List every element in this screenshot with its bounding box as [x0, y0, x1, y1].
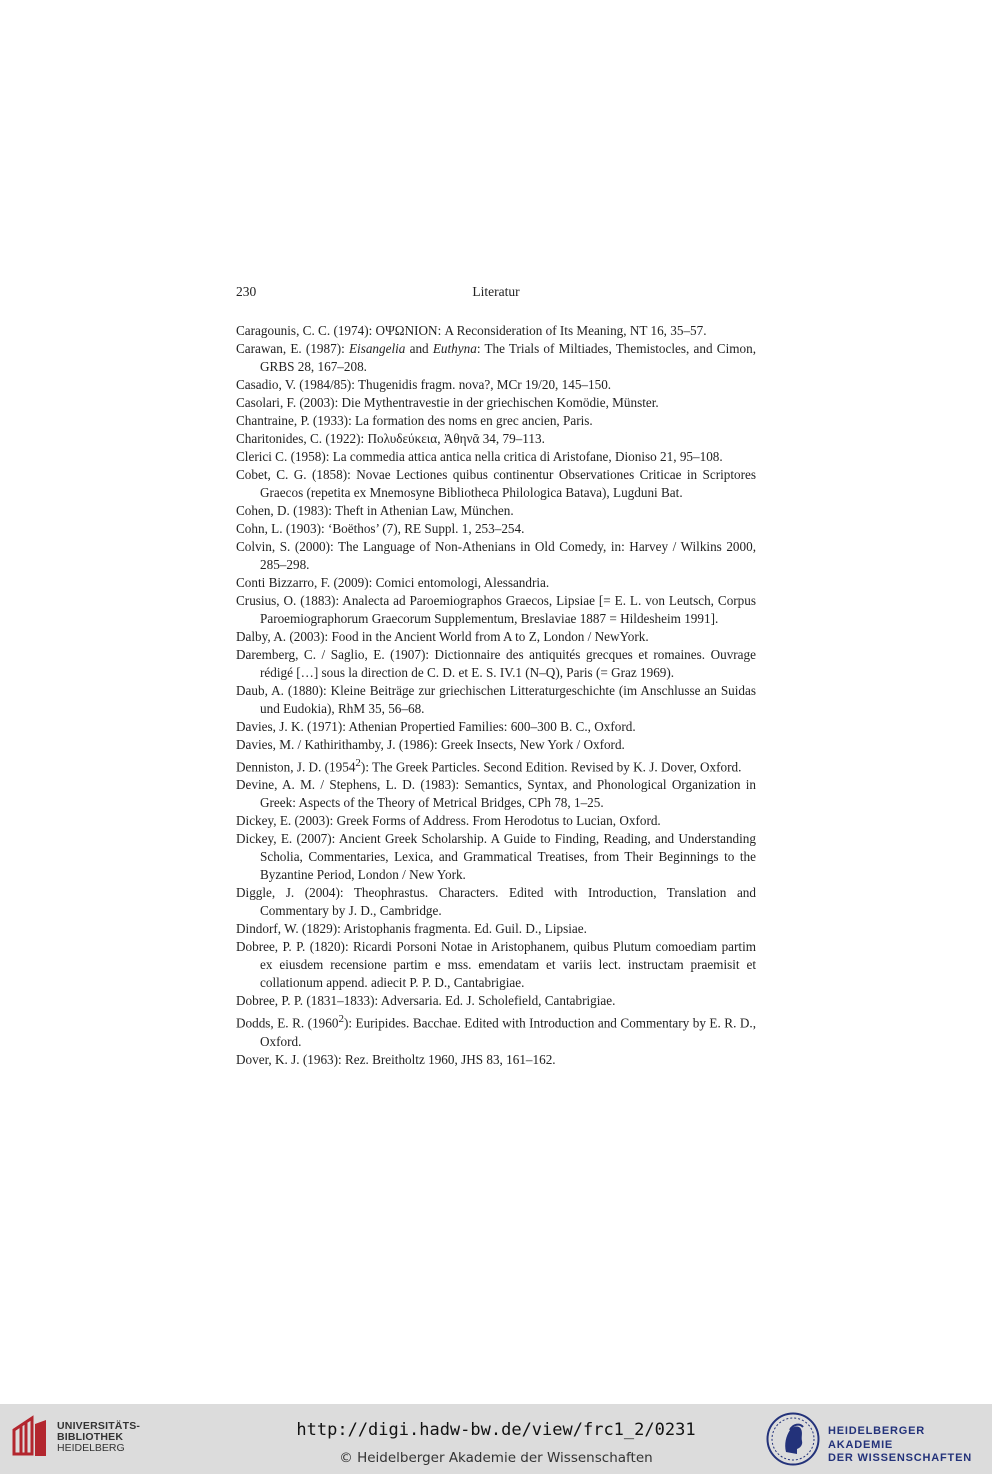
- page-header: [236, 284, 756, 302]
- bibliography-entry: Dodds, E. R. (1960$^2$): Euripides. Bacchae. Edited with Introduction and Commentary by E. R. D., Oxford.: [236, 1013, 756, 1049]
- bibliography-entry: Caragounis, C. C. (1974): ΟΨΩΝΙΟΝ: A Reconsideration of Its Meaning, NT 16, 35–57.: [236, 323, 707, 338]
- bibliography-entry: Clerici C. (1958): La commedia attica antica nella critica di Aristofane, Dioniso 21, 95–108.: [236, 449, 723, 464]
- bibliography-entry: Dobree, P. P. (1820): Ricardi Porsoni Notae in Aristophanem, quibus Plutum comoediam partim ex eiusdem recensione partim e mss. emendatam et variis lect. instructam praemisit et collationum append. adiecit P. P. D., Cantabrigiae.: [236, 939, 756, 991]
- running-head: Literatur: [472, 284, 520, 299]
- bibliography-entry: Daub, A. (1880): Kleine Beiträge zur griechischen Litteraturgeschichte (im Anschlusse an Suidas und Eudokia), RhM 35, 56–68.: [236, 683, 756, 716]
- library-name-line-1: UNIVERSITÄTS-: [57, 1420, 141, 1432]
- bibliography-entry: Charitonides, C. (1922): Πολυδεύκεια, Ἀθηνᾶ 34, 79–113.: [236, 431, 545, 446]
- bibliography-entry: Dover, K. J. (1963): Rez. Breitholtz 1960, JHS 83, 161–162.: [236, 1051, 556, 1067]
- bibliography-entry: Dobree, P. P. (1831–1833): Adversaria. Ed. J. Scholefield, Cantabrigiae.: [236, 993, 616, 1009]
- bibliography-entry: Daremberg, C. / Saglio, E. (1907): Dictionnaire des antiquités grecques et romaines. Ouvrage rédigé […] sous la direction de C. D. et E. S. IV.1 (N–Q), Paris (= Graz 1969).: [236, 647, 756, 680]
- bibliography-entry: Casadio, V. (1984/85): Thugenidis fragm. nova?, MCr 19/20, 145–150.: [236, 377, 612, 392]
- copyright-notice: © Heidelberger Akademie der Wissenschaften: [339, 1450, 653, 1466]
- bibliography-entry: Carawan, E. (1987): Eisangelia and Euthyna: The Trials of Miltiades, Themistocles, and Cimon, GRBS 28, 167–208.: [236, 341, 756, 374]
- footer-bar: [0, 1404, 992, 1474]
- academy-name-line-2: DER WISSENSCHAFTEN: [828, 1452, 972, 1464]
- bibliography-entry: Crusius, O. (1883): Analecta ad Paroemiographos Graecos, Lipsiae [= E. L. von Leutsch, Corpus Paroemiographorum Graecorum Supplementum, Breslaviae 1887 = Hildesheim 1991].: [236, 593, 756, 626]
- bibliography-entry: Davies, J. K. (1971): Athenian Propertied Families: 600–300 B. C., Oxford.: [236, 719, 636, 734]
- bibliography-list: [236, 322, 756, 1069]
- page-number: 230: [236, 284, 257, 299]
- bibliography-entry: Dalby, A. (2003): Food in the Ancient World from A to Z, London / NewYork.: [236, 629, 649, 644]
- bibliography-entry: Denniston, J. D. (1954$^2$): The Greek Particles. Second Edition. Revised by K. J. Dover, Oxford.: [236, 757, 742, 775]
- bibliography-entry: Dindorf, W. (1829): Aristophanis fragmenta. Ed. Guil. D., Lipsiae.: [236, 921, 587, 937]
- bibliography-entry: Cobet, C. G. (1858): Novae Lectiones quibus continentur Observationes Criticae in Scriptores Graecos (repetita ex Mnemosyne Bibliotheca Philologica Batava), Lugduni Bat.: [236, 467, 756, 500]
- bibliography-entry: Dickey, E. (2007): Ancient Greek Scholarship. A Guide to Finding, Reading, and Understanding Scholia, Commentaries, Lexica, and Grammatical Treatises, from Their Beginnings to the Byzantine Period, London / New York.: [236, 831, 756, 883]
- bibliography-entry: Dickey, E. (2003): Greek Forms of Address. From Herodotus to Lucian, Oxford.: [236, 813, 661, 829]
- bibliography-entry: Diggle, J. (2004): Theophrastus. Characters. Edited with Introduction, Translation and Commentary by J. D., Cambridge.: [236, 885, 756, 919]
- source-url-link[interactable]: http://digi.hadw-bw.de/view/frc1_2/0231: [296, 1420, 696, 1440]
- academy-name: [828, 1425, 992, 1466]
- academy-seal-icon: [766, 1412, 820, 1466]
- library-name-line-3: HEIDELBERG: [57, 1442, 125, 1454]
- academy-name-line-1: HEIDELBERGER AKADEMIE: [828, 1425, 925, 1451]
- bibliography-entry: Conti Bizzarro, F. (2009): Comici entomologi, Alessandria.: [236, 575, 550, 590]
- bibliography-entry: Cohn, L. (1903): ‘Boëthos’ (7), RE Suppl. 1, 253–254.: [236, 521, 525, 536]
- bibliography-entry: Cohen, D. (1983): Theft in Athenian Law, München.: [236, 503, 514, 518]
- bibliography-entry: Devine, A. M. / Stephens, L. D. (1983): Semantics, Syntax, and Phonological Organization in Greek: Aspects of the Theory of Metrical Bridges, CPh 78, 1–25.: [236, 777, 756, 811]
- library-name-line-2: BIBLIOTHEK: [57, 1431, 124, 1443]
- bibliography-entry: Chantraine, P. (1933): La formation des noms en grec ancien, Paris.: [236, 413, 593, 428]
- bibliography-entry: Colvin, S. (2000): The Language of Non-Athenians in Old Comedy, in: Harvey / Wilkins 2000, 285–298.: [236, 539, 756, 572]
- bibliography-entry: Casolari, F. (2003): Die Mythentravestie in der griechischen Komödie, Münster.: [236, 395, 659, 410]
- bibliography-entry: Davies, M. / Kathirithamby, J. (1986): Greek Insects, New York / Oxford.: [236, 737, 625, 752]
